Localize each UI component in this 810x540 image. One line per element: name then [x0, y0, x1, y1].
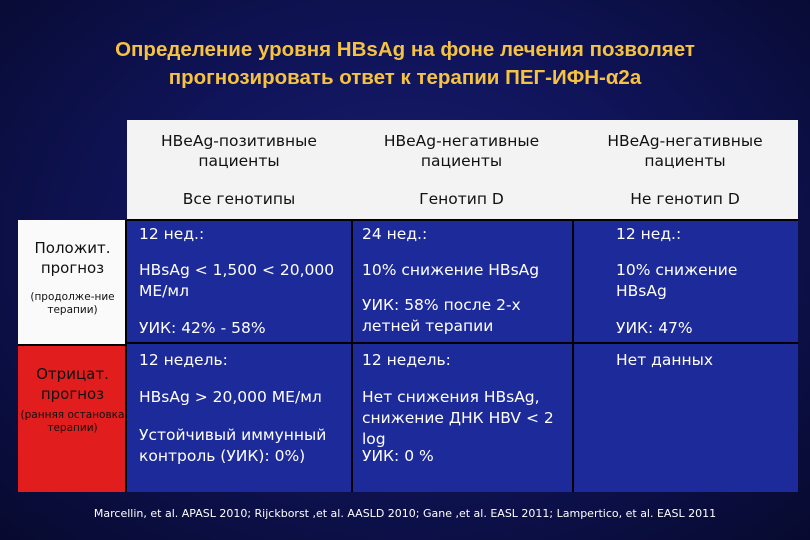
cell-r1c3-criterion: 10% снижение HBsAg: [616, 261, 738, 300]
cell-r1c2-criterion: 10% снижение HBsAg: [362, 261, 540, 279]
cell-r2c3-week: Нет данных: [616, 351, 714, 369]
cell-r1c1-result: УИК: 42% - 58%: [139, 319, 266, 337]
cell-r2c2-result: УИК: 0 %: [362, 447, 434, 465]
cell-r1c1-criterion: HBsAg < 1,500 < 20,000 МЕ/мл: [139, 261, 335, 300]
col-1-group: HBeAg-позитивные пациенты: [161, 132, 317, 170]
col-2-genotype: Генотип D: [419, 190, 504, 208]
positive-prognosis-sublabel: (продолже-ние терапии): [30, 291, 115, 316]
negative-prognosis-sublabel: (ранняя остановка терапии): [20, 409, 125, 434]
col-1-genotype: Все генотипы: [182, 190, 296, 208]
cell-r1c1-week: 12 нед.:: [139, 225, 205, 243]
cell-r2c2-week: 12 недель:: [362, 351, 451, 369]
divider-col-1: [351, 220, 353, 492]
cell-r2c1-result: Устойчивый иммунный контроль (УИК): 0%): [139, 426, 327, 465]
slide-title-line-1: Определение уровня HBsAg на фоне лечения позволяет: [115, 38, 695, 61]
cell-r2c2-criterion: Нет снижения HBsAg, снижение ДНК HBV < 2 log: [362, 388, 554, 448]
col-3-genotype: Не генотип D: [630, 190, 740, 208]
cell-r2c1-week: 12 недель:: [139, 351, 228, 369]
col-2-group: HBeAg-негативные пациенты: [383, 132, 540, 170]
cell-r1c3-week: 12 нед.:: [616, 225, 682, 243]
cell-r2c1-criterion: HBsAg > 20,000 МЕ/мл: [139, 388, 322, 406]
cell-r1c2-result: УИК: 58% после 2-х летней терапии: [362, 296, 521, 335]
slide-title-line-2: прогнозировать ответ к терапии ПЕГ-ИФН-α2a: [168, 66, 642, 89]
slide-title: [0, 36, 810, 92]
cell-r1c3-result: УИК: 47%: [616, 319, 693, 337]
positive-prognosis-label: Положит. прогноз: [34, 239, 111, 277]
references-footer: Marcellin, et al. APASL 2010; Rijckborst ,et al. AASLD 2010; Gane ,et al. EASL 2011; Lampertico, et al. EASL 2011: [93, 507, 717, 520]
divider-rows: [127, 342, 798, 344]
col-3-group: HBeAg-негативные пациенты: [607, 132, 763, 170]
cell-r1c2-week: 24 нед.:: [362, 225, 428, 243]
negative-prognosis-label: Отрицат. прогноз: [36, 365, 109, 403]
divider-col-2: [572, 220, 574, 492]
divider-header: [127, 219, 798, 221]
